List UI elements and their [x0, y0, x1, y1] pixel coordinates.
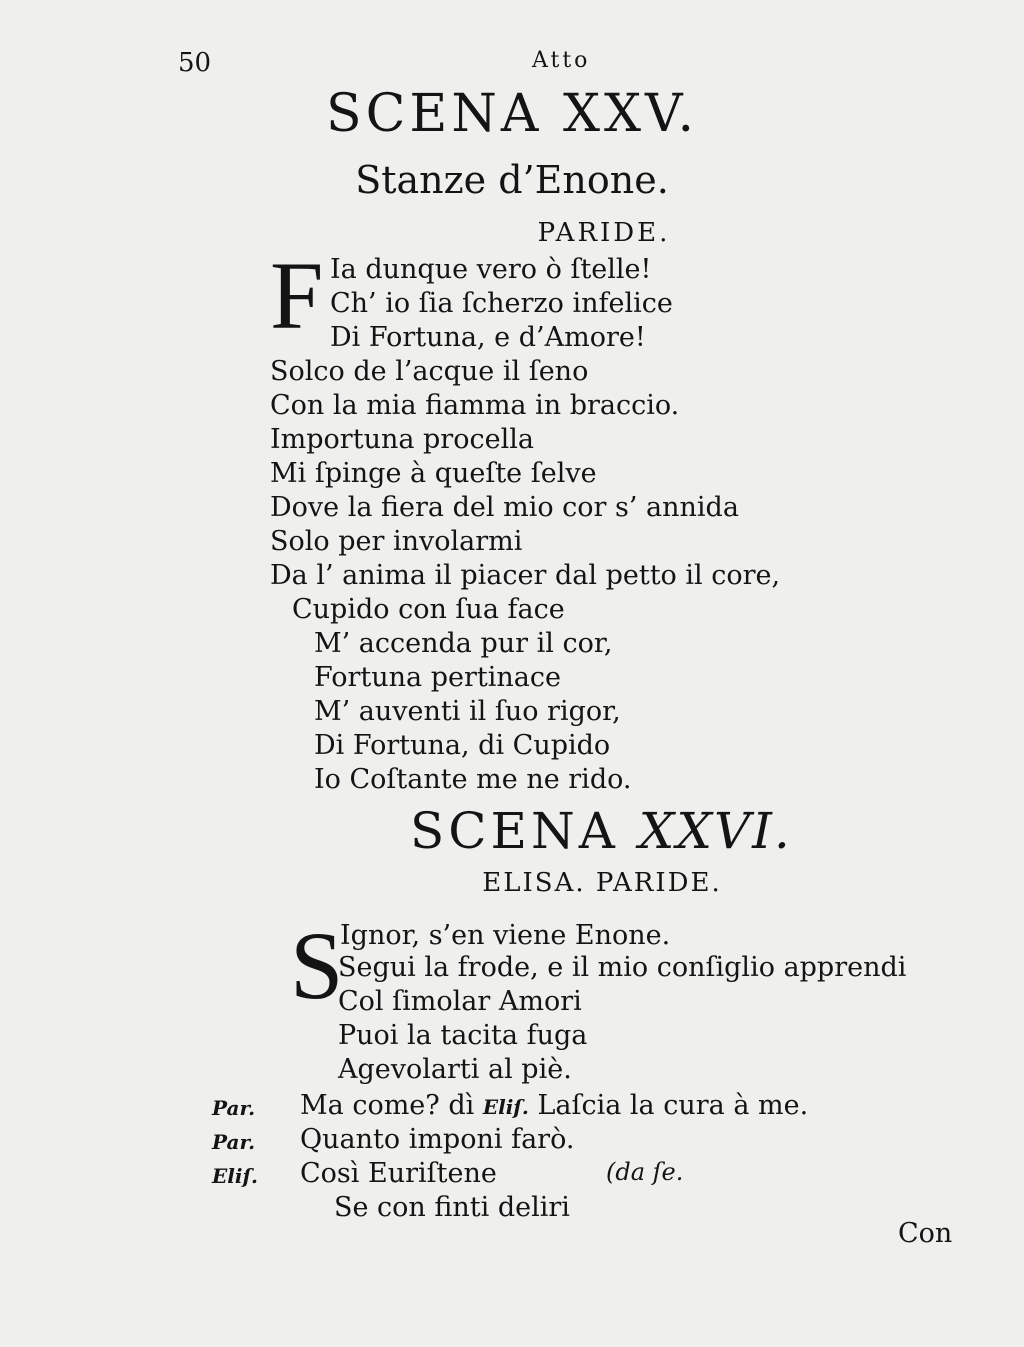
stage-direction: (da ſe.: [606, 1158, 684, 1186]
verse-line: Segui la frode, e il mio conſiglio apprendi: [338, 952, 907, 983]
verse-line: Dove la fiera del mio cor s’ annida: [270, 492, 739, 523]
verse-line: Con la mia fiamma in braccio.: [270, 390, 680, 421]
page-number: 50: [178, 48, 212, 78]
dialogue-text: Laſcia la cura à me.: [537, 1090, 809, 1121]
scene-25-speaker: PARIDE.: [537, 218, 671, 248]
verse-line: Col ſimolar Amori: [338, 986, 582, 1017]
verse-line: Importuna procella: [270, 424, 534, 455]
verse-line: Cupido con ſua face: [292, 594, 565, 625]
verse-line: Da l’ anima il piacer dal petto il core,: [270, 560, 781, 591]
scene-26-speakers: ELISA. PARIDE.: [482, 868, 722, 898]
verse-line: Solco de l’acque il ſeno: [270, 356, 589, 387]
dialogue-line: [300, 1090, 808, 1121]
verse-line: Ch’ io ſia ſcherzo infelice: [330, 288, 673, 319]
verse-line: Io Coſtante me ne rido.: [314, 764, 632, 795]
speaker-tag: Eliſ.: [212, 1164, 259, 1188]
scene-25-title: SCENA XXV.: [326, 84, 698, 144]
verse-line: Agevolarti al piè.: [338, 1054, 572, 1085]
dialogue-line: Così Euriſtene: [300, 1158, 497, 1189]
dialogue-text: Ma come? dì: [300, 1090, 475, 1121]
verse-line: Ignor, s’en viene Enone.: [340, 920, 671, 951]
speaker-tag: Par.: [212, 1096, 256, 1120]
running-head: Atto: [532, 48, 591, 73]
scene-26-title: [410, 802, 792, 860]
dialogue-line: Se con finti deliri: [334, 1192, 570, 1223]
verse-line: Di Fortuna, e d’Amore!: [330, 322, 646, 353]
verse-line: Solo per involarmi: [270, 526, 523, 557]
catchword: Con: [898, 1218, 953, 1249]
scene-26-title-numeral: XXVI.: [638, 802, 792, 860]
inline-speaker-tag: Eliſ.: [482, 1095, 529, 1119]
scene-25-dropcap: F: [270, 242, 324, 349]
verse-line: M’ auventi il ſuo rigor,: [314, 696, 621, 727]
scene-26-dropcap: S: [290, 912, 344, 1019]
speaker-tag: Par.: [212, 1130, 256, 1154]
scene-26-title-prefix: SCENA: [410, 802, 619, 860]
verse-line: Fortuna pertinace: [314, 662, 561, 693]
dialogue-line: Quanto imponi farò.: [300, 1124, 575, 1155]
verse-line: Puoi la tacita fuga: [338, 1020, 588, 1051]
verse-line: Di Fortuna, di Cupido: [314, 730, 611, 761]
verse-line: M’ accenda pur il cor,: [314, 628, 613, 659]
verse-line: Mi ſpinge à queſte ſelve: [270, 458, 597, 489]
verse-line: Ia dunque vero ò ſtelle!: [330, 254, 652, 285]
scene-25-subtitle: Stanze d’Enone.: [355, 158, 669, 202]
